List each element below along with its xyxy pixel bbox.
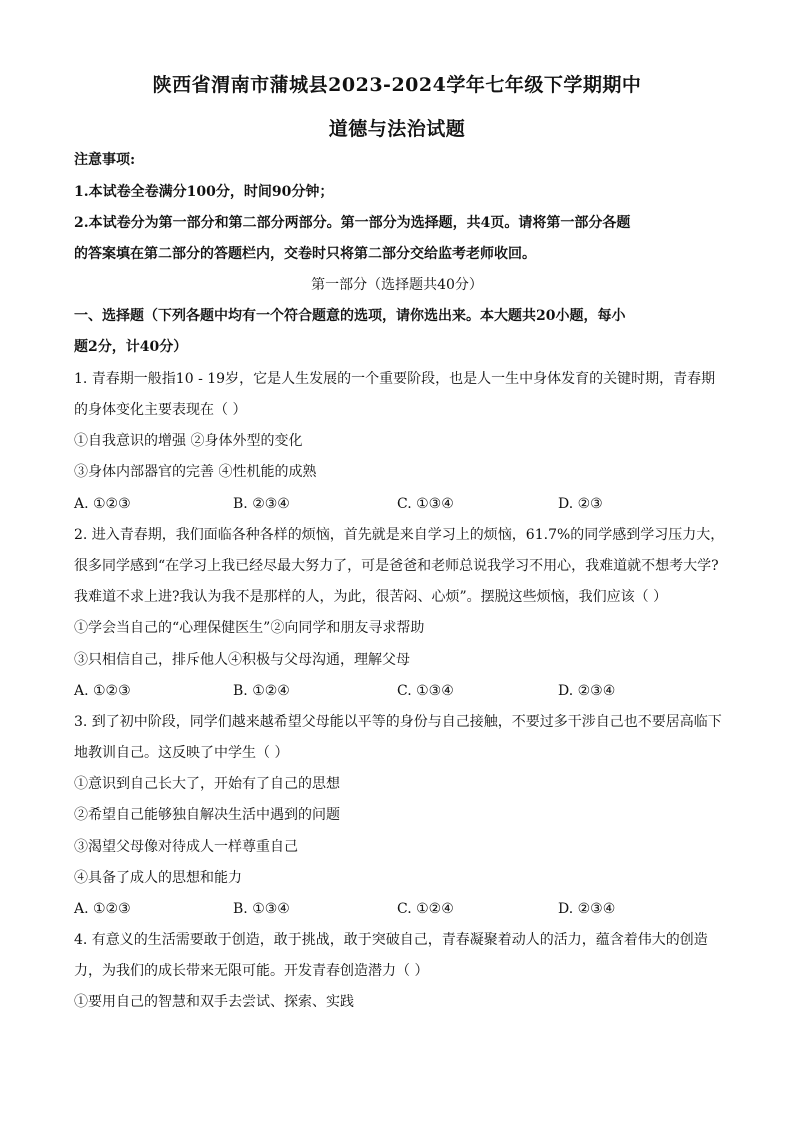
question-3-stem-line-1: 3. 到了初中阶段，同学们越来越希望父母能以平等的身份与自己接触，不要过多干涉自己也不要居高临下 <box>74 714 722 730</box>
notice-item-1: 1.本试卷全卷满分100分，时间90分钟； <box>74 184 334 200</box>
notice-item-2-line-1: 2.本试卷分为第一部分和第二部分两部分。第一部分为选择题，共4页。请将第一部分各题 <box>74 215 631 231</box>
question-3-item-line-2: ②希望自己能够独自解决生活中遇到的问题 <box>74 807 340 823</box>
question-3-item-line-3: ③渴望父母像对待成人一样尊重自己 <box>74 839 298 855</box>
question-4-item-line-1: ①要用自己的智慧和双手去尝试、探索、实践 <box>74 994 354 1010</box>
question-1-choice-d: D. ②③ <box>558 496 603 512</box>
question-1-choice-b: B. ②③④ <box>233 496 290 512</box>
notice-item-2-line-2: 的答案填在第二部分的答题栏内，交卷时只将第二部分交给监考老师收回。 <box>74 246 536 262</box>
question-2-choice-b: B. ①②④ <box>233 683 290 699</box>
question-2-stem-line-2: 很多同学感到“在学习上我已经尽最大努力了，可是爸爸和老师总说我学习不用心，我难道就不想考大学? <box>74 558 719 574</box>
notice-heading: 注意事项: <box>74 152 136 168</box>
question-3-choice-a: A. ①②③ <box>74 901 131 917</box>
exam-title: 陕西省渭南市蒲城县2023-2024学年七年级下学期期中 <box>152 74 642 96</box>
question-4-stem-line-1: 4. 有意义的生活需要敢于创造，敢于挑战，敢于突破自己，青春凝聚着动人的活力，蕴含着伟大的创造 <box>74 932 708 948</box>
question-3-item-line-1: ①意识到自己长大了，开始有了自己的思想 <box>74 776 340 792</box>
question-2-stem-line-3: 我难道不求上进?我认为我不是那样的人，为此，很苦闷、心烦”。摆脱这些烦恼，我们应该（ ） <box>74 589 668 605</box>
section1-instruction-line-2: 题2分，计40分） <box>74 339 188 355</box>
question-2-item-line-2: ③只相信自己，排斥他人④积极与父母沟通，理解父母 <box>74 652 410 668</box>
question-2-stem-line-1: 2. 进入青春期，我们面临各种各样的烦恼，首先就是来自学习上的烦恼，61.7%的同学感到学习压力大， <box>74 527 725 543</box>
question-1-choice-a: A. ①②③ <box>74 496 131 512</box>
question-4-stem-line-2: 力，为我们的成长带来无限可能。开发青春创造潜力（ ） <box>74 963 429 979</box>
question-1-stem-line-2: 的身体变化主要表现在（ ） <box>74 402 247 418</box>
section1-instruction-line-1: 一、选择题（下列各题中均有一个符合题意的选项，请你选出来。本大题共20小题，每小 <box>74 308 626 324</box>
question-2-choice-a: A. ①②③ <box>74 683 131 699</box>
question-3-choice-b: B. ①③④ <box>233 901 290 917</box>
question-2-choice-c: C. ①③④ <box>397 683 454 699</box>
question-1-choice-c: C. ①③④ <box>397 496 454 512</box>
question-2-choice-d: D. ②③④ <box>558 683 616 699</box>
question-1-item-line-2: ③身体内部器官的完善 ④性机能的成熟 <box>74 464 317 480</box>
exam-subject-title: 道德与法治试题 <box>328 118 466 140</box>
question-1-item-line-1: ①自我意识的增强 ②身体外型的变化 <box>74 433 303 449</box>
question-3-choice-d: D. ②③④ <box>558 901 616 917</box>
question-1-stem-line-1: 1. 青春期一般指10 - 19岁，它是人生发展的一个重要阶段，也是人一生中身体发育的关键时期，青春期 <box>74 371 716 387</box>
question-3-choice-c: C. ①②④ <box>397 901 454 917</box>
question-3-stem-line-2: 地教训自己。这反映了中学生（ ） <box>74 745 289 761</box>
question-3-item-line-4: ④具备了成人的思想和能力 <box>74 870 242 886</box>
part1-heading: 第一部分（选择题共40分） <box>311 277 483 293</box>
question-2-item-line-1: ①学会当自己的“心理保健医生”②向同学和朋友寻求帮助 <box>74 620 425 636</box>
